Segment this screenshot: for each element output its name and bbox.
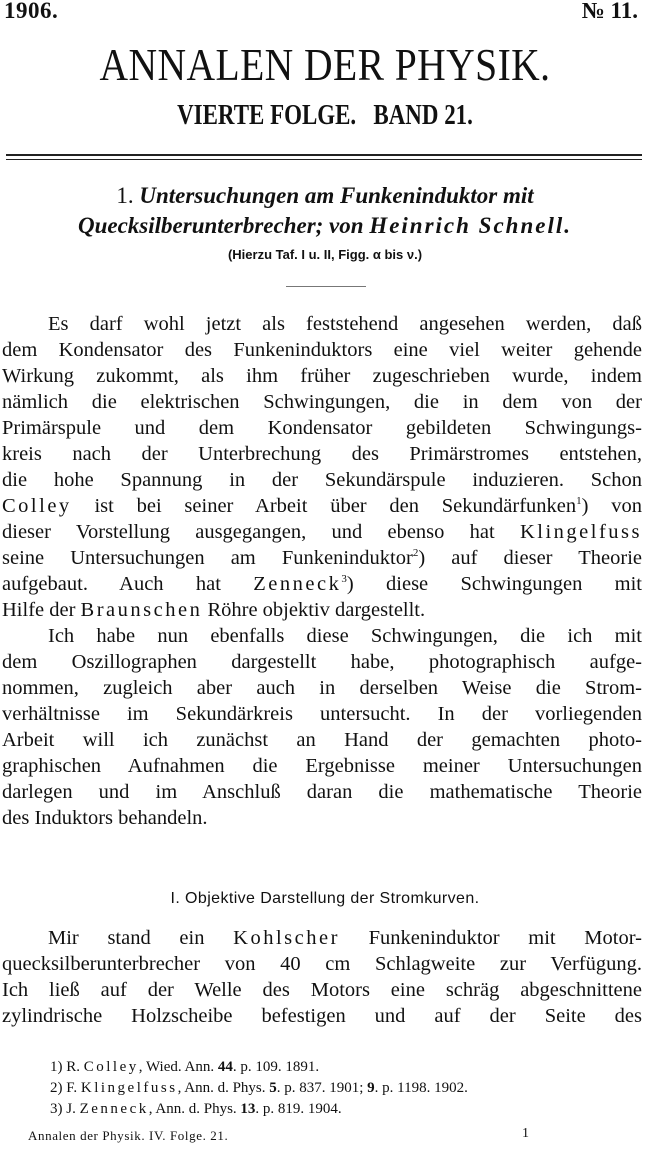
text-line: Es darf wohl jetzt als feststehend angesehen werden, daß [48,313,642,335]
name-colley: Colley [2,495,72,517]
text-run: 1) R. [50,1059,84,1075]
title-separator [286,286,366,287]
footnote-1 [50,1057,640,1078]
text-line [2,545,642,571]
text-run: seine Untersuchungen am Funkeninduktor [2,547,413,569]
header-rule-thin [6,159,642,160]
text-line: quecksilberunterbrecher von 40 cm Schlagweite zur Verfügung. [2,953,642,975]
paragraph-1 [2,311,642,831]
text-run: . p. 837. 1901; [276,1080,368,1096]
text-line [2,925,642,951]
text-run: , Wied. Ann. [138,1059,218,1075]
text-line: zylindrische Holzscheibe befestigen und auf der Seite des [2,1005,642,1027]
text-run: dieser Vorstellung ausgegangen, und ebenso hat [2,521,520,543]
footnote-2 [50,1078,640,1099]
text-line [2,571,642,597]
text-run: ) von [581,495,643,517]
text-line [2,519,642,545]
text-line: graphischen Aufnahmen die Ergebnisse meiner Untersuchungen [2,755,642,777]
text-run: 13 [240,1101,256,1117]
text-line: nämlich die elektrischen Schwingungen, die in dem von der [2,391,642,413]
text-line [2,597,642,623]
text-run: Colley [83,1059,139,1075]
text-run: Mir stand ein [48,927,234,949]
plates-note: (Hierzu Taf. I u. II, Figg. α bis ν.) [227,247,423,262]
text-run: 9 [367,1080,375,1096]
text-line: Wirkung zukommt, als ihm früher zugeschrieben wurde, indem [2,365,642,387]
text-line: Ich ließ auf der Welle des Motors eine schräg abgeschnittene [2,979,642,1001]
header-rule-thick [6,154,642,156]
name-braun: Braunschen [80,599,203,621]
text-run: 5 [269,1080,277,1096]
paragraph-3 [2,925,642,1029]
text-run: ) diese Schwingungen mit [346,573,643,595]
footnote-3 [50,1099,640,1120]
text-run: . p. 109. 1891. [232,1059,320,1075]
text-line: dem Oszillographen dargestellt habe, photographisch aufge- [2,651,642,673]
text-line: Arbeit will ich zunächst an Hand der gemachten photo- [2,729,642,751]
text-line: kreis nach der Unterbrechung des Primärstromes entstehen, [2,443,642,465]
text-line: darlegen und im Anschluß daran die mathematische Theorie [2,781,642,803]
text-run: . p. 819. 1904. [255,1101,342,1117]
text-line: Ich habe nun ebenfalls diese Schwingungen, die ich mit [48,625,642,647]
section-heading: I. Objektive Darstellung der Stromkurven. [170,890,480,907]
journal-series: VIERTE FOLGE. BAND 21. [177,100,473,131]
footnotes [50,1057,640,1120]
article-title-text: Untersuchungen am Funkeninduktor mit [139,183,534,208]
footnote-ref-2: 2 [412,547,419,559]
header-issue-number: № 11. [581,0,638,23]
article-number: 1. [116,183,134,208]
text-run: . p. 1198. 1902. [374,1080,468,1096]
text-line: verhältnisse im Sekundärkreis untersucht. In der vorliegenden [2,703,642,725]
name-kohl: Kohlscher [233,927,340,949]
article-title-text-2: Quecksilberunterbrecher; von [77,213,370,238]
running-footer: Annalen der Physik. IV. Folge. 21. [28,1128,229,1143]
journal-title: ANNALEN DER PHYSIK. [99,39,551,90]
text-line: die hohe Spannung in der Sekundärspule induzieren. Schon [2,469,642,491]
text-run: Hilfe der [2,599,81,621]
text-run: 2) F. [50,1080,81,1096]
text-run: , Ann. d. Phys. [177,1080,270,1096]
article-author: Heinrich Schnell. [369,213,573,238]
footnote-ref-3: 3 [341,573,347,585]
text-line [2,493,642,519]
article-title-line-2 [0,213,650,239]
text-line: des Induktors behandeln. [2,807,208,829]
footnote-ref-1: 1 [576,495,582,507]
text-run: Funkeninduktor mit Motor- [339,927,642,949]
header-year: 1906. [4,0,59,23]
page-number: 1 [522,1126,529,1141]
article-title-line-1 [0,183,650,209]
text-line: nommen, zugleich aber auch in derselben Weise die Strom- [2,677,642,699]
text-run: 44 [217,1059,233,1075]
text-run: , Ann. d. Phys. [148,1101,241,1117]
text-run: Zenneck [79,1101,149,1117]
text-run: Röhre objektiv dargestellt. [202,599,426,621]
text-run: 3) J. [50,1101,80,1117]
text-line: Primärspule und dem Kondensator gebildeten Schwingungs- [2,417,642,439]
name-zenneck: Zenneck [253,573,342,595]
text-run: ) auf dieser Theorie [418,547,642,569]
text-run: ist bei seiner Arbeit über den Sekundärfunken [71,495,577,517]
name-klingelfuss: Klingelfuss [519,521,642,543]
text-line: dem Kondensator des Funkeninduktors eine viel weiter gehende [2,339,642,361]
text-run: aufgebaut. Auch hat [2,573,254,595]
text-run: Klingelfuss [80,1080,178,1096]
